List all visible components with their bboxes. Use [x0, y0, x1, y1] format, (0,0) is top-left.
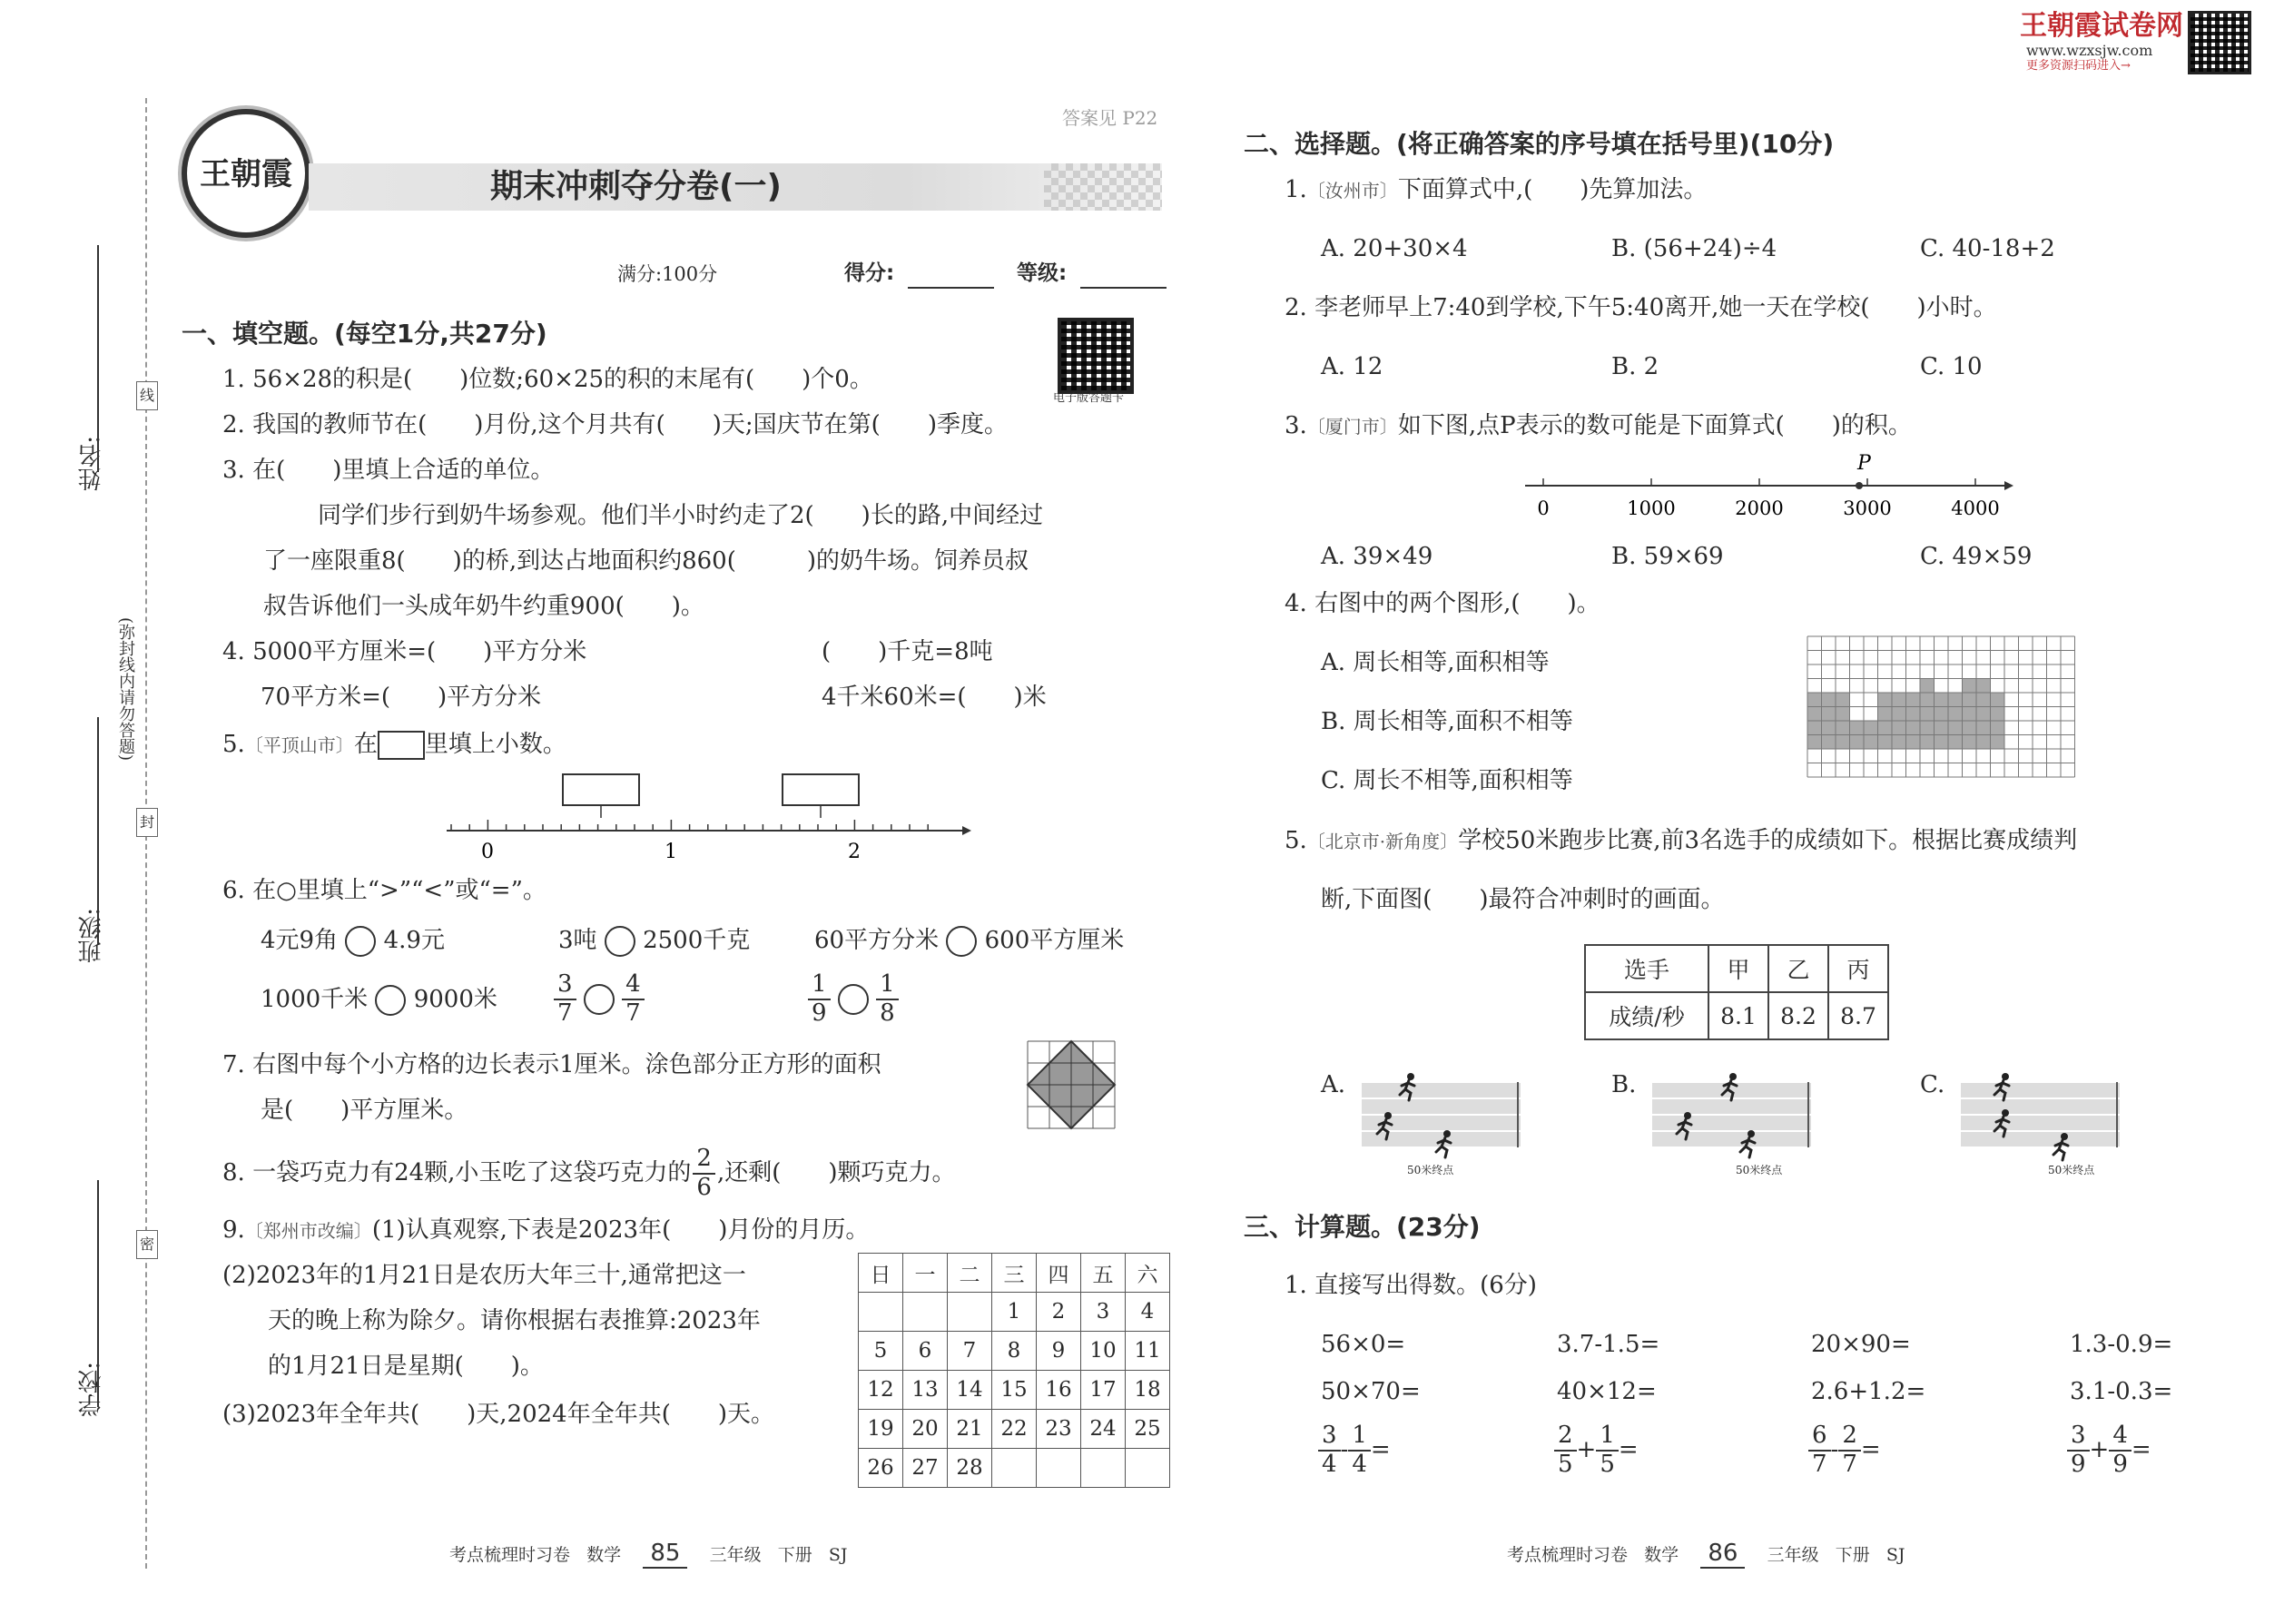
calendar-row: 26 27 28: [859, 1449, 1170, 1488]
s1-q3-line3: 叔告诉他们一头成年奶牛约重900( )。: [263, 593, 704, 620]
s1-q5-text-b: 里填上小数。: [424, 731, 566, 758]
s1-q2: 2. 我国的教师节在( )月份,这个月共有( )天;国庆节在第( )季度。: [222, 411, 1008, 438]
fraction: $\frac{1}{8}$: [876, 971, 899, 1028]
brand-name: 王朝霞试卷网: [2020, 10, 2183, 42]
shaded-cell: [1963, 707, 1977, 722]
shaded-cell: [1963, 679, 1977, 694]
s1-q6-item7: 1000千米: [261, 986, 369, 1013]
shaded-cell: [1836, 735, 1850, 750]
race-picture-a: [1362, 1071, 1525, 1176]
s2-q5-opt-a: A.: [1321, 1071, 1346, 1098]
compare-circle-icon: [345, 926, 376, 957]
class-line: [97, 717, 99, 944]
race-track: [1362, 1071, 1525, 1162]
s2-q5-line1: 5.〔北京市·新角度〕学校50米跑步比赛,前3名选手的成绩如下。根据比赛成绩判: [1285, 827, 2078, 854]
fraction: $\frac{6}{7}$: [1808, 1422, 1831, 1479]
s1-q8-text-b: ,还剩( )颗巧克力。: [716, 1158, 956, 1186]
fraction: $\frac{2}{6}$: [693, 1146, 715, 1202]
finish-label: 50米终点: [2048, 1164, 2095, 1176]
shaded-cell: [1935, 693, 1949, 707]
fraction: $\frac{3}{9}$: [2067, 1422, 2090, 1479]
footer-left: 考点梳理时习卷 数学 85 三年级 下册 SJ: [449, 1540, 848, 1567]
s1-q5-tick-0: 0: [481, 841, 494, 863]
shaded-cell: [1935, 707, 1949, 722]
s2-q1-opt-c: C. 40-18+2: [1920, 235, 2055, 262]
seal-mark-line: 线: [136, 381, 158, 410]
s2-q2-opt-c: C. 10: [1920, 353, 1983, 380]
s1-q6-row1c: [814, 926, 1124, 957]
shaded-cell: [1807, 721, 1822, 735]
s1-q4c: 70平方米=( )平方分米: [261, 684, 542, 711]
shaded-cell: [1878, 721, 1893, 735]
calc-2-4: 3.1-0.3=: [2070, 1378, 2173, 1405]
shaded-cell: [1920, 721, 1935, 735]
s1-q4d: 4千米60米=( )米: [822, 684, 1047, 711]
qr-caption: 电子版答题卡: [1053, 391, 1125, 405]
title-checker: [1044, 163, 1162, 211]
s1-q9-line5: (3)2023年全年共( )天,2024年全年共( )天。: [222, 1401, 775, 1428]
compare-circle-icon: [375, 985, 406, 1016]
qr-code: [1058, 318, 1134, 394]
score-label: 得分:: [844, 261, 895, 285]
s1-q6-item1: 4元9角: [261, 927, 339, 954]
s2-q3-tick-2000: 2000: [1735, 497, 1784, 519]
seal-mark-secret: 密: [136, 1230, 158, 1259]
s3-q1: 1. 直接写出得数。(6分): [1285, 1272, 1537, 1299]
s1-q4a: 4. 5000平方厘米=( )平方分米: [222, 638, 587, 665]
calendar-row: 12 13 14 15 16 17 18: [859, 1371, 1170, 1410]
shaded-cell: [1864, 721, 1878, 735]
shaded-cell: [1807, 693, 1822, 707]
s2-q5-line2: 断,下面图( )最符合冲刺时的画面。: [1321, 886, 1725, 913]
s2-q3-opt-c: C. 49×59: [1920, 543, 2033, 570]
fraction: $\frac{1}{9}$: [808, 971, 831, 1028]
calendar-row: 19 20 21 22 23 24 25: [859, 1410, 1170, 1449]
shaded-cell: [1976, 735, 1991, 750]
s2-q1: 1.〔汝州市〕下面算式中,( )先算加法。: [1285, 176, 1708, 203]
shaded-cell: [1963, 693, 1977, 707]
shaded-cell: [1892, 721, 1906, 735]
shaded-cell: [1976, 721, 1991, 735]
page-title: 期末冲刺夺分卷(一): [490, 168, 782, 205]
shaded-cell: [1878, 693, 1893, 707]
s1-q9-num: 9.: [222, 1216, 245, 1244]
shaded-cell: [1850, 721, 1865, 735]
calc-3-4: $\frac{3}{9}$ + $\frac{4}{9}$ =: [2067, 1422, 2151, 1479]
s1-q1: 1. 56×28的积是( )位数;60×25的积的末尾有( )个0。: [222, 366, 873, 393]
s1-q3-line2: 了一座限重8( )的桥,到达占地面积约860( )的奶牛场。饲养员叔: [263, 547, 1029, 575]
shaded-cell: [1920, 707, 1935, 722]
s2-q5-opt-b: B.: [1611, 1071, 1637, 1098]
school-line: [97, 1180, 99, 1407]
s2-q3-tick-3000: 3000: [1843, 497, 1892, 519]
s2-q1-opt-a: A. 20+30×4: [1321, 235, 1468, 262]
s2-q2: 2. 李老师早上7:40到学校,下午5:40离开,她一天在学校( )小时。: [1285, 294, 1997, 321]
s1-q8-text-a: 8. 一袋巧克力有24颗,小玉吃了这袋巧克力的: [222, 1158, 692, 1186]
s1-q6-item3: 3吨: [558, 927, 597, 954]
shaded-cell: [1963, 735, 1977, 750]
shaded-cell: [1822, 707, 1836, 722]
s2-q3: 3.〔厦门市〕如下图,点P表示的数可能是下面算式( )的积。: [1285, 412, 1912, 439]
fraction: $\frac{3}{4}$: [1318, 1422, 1341, 1479]
s1-q6-item6: 600平方厘米: [984, 927, 1125, 954]
shaded-cell: [1976, 693, 1991, 707]
seal-warning: (弥封线内请勿答题): [116, 617, 135, 762]
shaded-cell: [1948, 735, 1963, 750]
fraction: $\frac{3}{7}$: [554, 971, 576, 1028]
s2-q3-tick-0: 0: [1537, 497, 1550, 519]
race-track: [1652, 1071, 1816, 1162]
s1-q7-line2: 是( )平方厘米。: [261, 1097, 468, 1124]
s1-q9-line2: (2)2023年的1月21日是农历大年三十,通常把这一: [222, 1262, 746, 1289]
s2-q4-opt-a: A. 周长相等,面积相等: [1321, 649, 1550, 676]
calc-3-2: $\frac{2}{5}$ + $\frac{1}{5}$ =: [1554, 1422, 1639, 1479]
shaded-cell: [1920, 679, 1935, 694]
shaded-cell: [1892, 707, 1906, 722]
results-data-row: 成绩/秒 8.1 8.2 8.7: [1585, 992, 1888, 1039]
grade-label: 等级:: [1017, 261, 1068, 285]
s1-q4b: ( )千克=8吨: [822, 638, 993, 665]
shaded-cell: [1976, 679, 1991, 694]
s1-q5-answer-box-1: [563, 774, 639, 805]
s1-q9-text: (1)认真观察,下表是2023年( )月份的月历。: [371, 1216, 870, 1244]
s1-q3-line1: 同学们步行到奶牛场参观。他们半小时约走了2( )长的路,中间经过: [318, 502, 1044, 529]
shaded-cell: [1807, 735, 1822, 750]
s1-q6-item8: 9000米: [413, 986, 497, 1013]
shaded-cell: [1991, 721, 2005, 735]
shaded-cell: [1822, 721, 1836, 735]
s2-q4: 4. 右图中的两个图形,( )。: [1285, 590, 1600, 617]
s1-q6-item4: 2500千克: [643, 927, 751, 954]
footer-right: 考点梳理时习卷 数学 86 三年级 下册 SJ: [1507, 1540, 1905, 1567]
compare-circle-icon: [946, 926, 977, 957]
calc-3-1: $\frac{3}{4}$ - $\frac{1}{4}$ =: [1318, 1422, 1391, 1479]
shaded-cell: [1935, 721, 1949, 735]
s1-q6-row1: [261, 926, 445, 957]
brand-tagline: 更多资源扫码进入→: [2026, 59, 2131, 73]
calc-1-4: 1.3-0.9=: [2070, 1331, 2173, 1358]
s1-q5-text-a: 在: [353, 731, 378, 758]
logo-text: 王朝霞: [200, 156, 292, 192]
calendar-table: [858, 1253, 1170, 1488]
calc-1-3: 20×90=: [1811, 1331, 1911, 1358]
fraction: $\frac{1}{4}$: [1348, 1422, 1371, 1479]
s2-q3-opt-a: A. 39×49: [1321, 543, 1433, 570]
s2-q3-tag: 〔厦门市〕: [1306, 416, 1398, 438]
shaded-cell: [1822, 735, 1836, 750]
shaded-cell: [1991, 693, 2005, 707]
page-number: 86: [1700, 1540, 1745, 1569]
s1-q5: [222, 731, 566, 760]
fraction: $\frac{4}{9}$: [2109, 1422, 2132, 1479]
s1-q5-tick-2: 2: [848, 841, 861, 863]
finish-label: 50米终点: [1736, 1164, 1783, 1176]
full-score: 满分:100分: [617, 263, 718, 285]
shaded-cell: [1836, 707, 1850, 722]
shaded-cell: [1948, 693, 1963, 707]
answer-box-icon: [378, 731, 425, 760]
s2-q3-opt-b: B. 59×69: [1611, 543, 1724, 570]
shaded-cell: [1850, 735, 1865, 750]
grade-blank: [1080, 287, 1167, 289]
shaded-cell: [1906, 735, 1921, 750]
s2-q4-grid-figure: [1807, 635, 2088, 781]
brand-qr-code: [2188, 11, 2251, 74]
s1-q7-line1: 7. 右图中每个小方格的边长表示1厘米。涂色部分正方形的面积: [222, 1051, 881, 1078]
compare-circle-icon: [605, 926, 635, 957]
s1-q3: 3. 在( )里填上合适的单位。: [222, 457, 555, 484]
shaded-cell: [1906, 693, 1921, 707]
race-picture-c: [1961, 1071, 2124, 1176]
s2-q1-tag: 〔汝州市〕: [1306, 180, 1398, 202]
shaded-cell: [1892, 735, 1906, 750]
calendar-header-row: 日 一 二 三 四 五 六: [859, 1254, 1170, 1293]
s2-q5-opt-c: C.: [1920, 1071, 1945, 1098]
fraction: $\frac{2}{5}$: [1554, 1422, 1577, 1479]
brand-url: www.wzxsjw.com: [2026, 42, 2153, 59]
shaded-cell: [1920, 693, 1935, 707]
s2-q4-opt-b: B. 周长相等,面积不相等: [1321, 708, 1573, 735]
results-header-row: 选手 甲 乙 丙: [1585, 945, 1888, 992]
s1-q6-item2: 4.9元: [383, 927, 445, 954]
s2-q1-opt-b: B. (56+24)÷4: [1611, 235, 1777, 262]
section3-heading: 三、计算题。(23分): [1244, 1212, 1481, 1242]
seal-mark-seal: 封: [136, 808, 158, 837]
finish-label: 50米终点: [1407, 1164, 1454, 1176]
point-p: [1856, 482, 1863, 489]
shaded-cell: [1963, 721, 1977, 735]
name-label: 姓名:: [78, 436, 105, 491]
s1-q6-item5: 60平方分米: [814, 927, 940, 954]
shaded-cell: [1906, 721, 1921, 735]
s1-q5-number-line: [436, 767, 980, 867]
s2-q2-opt-a: A. 12: [1321, 353, 1383, 380]
s1-q7-grid-figure: [1026, 1039, 1117, 1130]
shaded-cell: [1807, 707, 1822, 722]
s1-q9-line3: 天的晚上称为除夕。请你根据右表推算:2023年: [268, 1307, 761, 1334]
s1-q6: 6. 在○里填上“>”“<”或“=”。: [222, 877, 546, 904]
shaded-cell: [1991, 707, 2005, 722]
s1-q6-frac-compare-2: [808, 971, 899, 1028]
page-number: 85: [643, 1540, 687, 1569]
s2-q3-number-line: [1516, 449, 2024, 522]
fraction: $\frac{2}{7}$: [1838, 1422, 1861, 1479]
shaded-cell: [1864, 735, 1878, 750]
section1-heading: 一、填空题。(每空1分,共27分): [182, 319, 547, 349]
s1-q5-tick-1: 1: [665, 841, 677, 863]
score-blank: [908, 287, 994, 289]
results-table: [1584, 944, 1889, 1040]
calendar-row: 5 6 7 8 9 10 11: [859, 1332, 1170, 1371]
class-label: 班级:: [78, 908, 105, 963]
s1-q9-tag: 〔郑州市改编〕: [244, 1220, 372, 1242]
calendar-row: 1 2 3 4: [859, 1293, 1170, 1332]
s2-q2-opt-b: B. 2: [1611, 353, 1659, 380]
calc-1-1: 56×0=: [1321, 1331, 1406, 1358]
school-label: 学校:: [78, 1362, 105, 1417]
fraction: $\frac{1}{5}$: [1596, 1422, 1619, 1479]
name-line: [97, 245, 99, 472]
calc-2-2: 40×12=: [1557, 1378, 1657, 1405]
s1-q9-line4: 的1月21日是星期( )。: [268, 1353, 544, 1380]
shaded-cell: [1822, 693, 1836, 707]
s1-q5-answer-box-2: [783, 774, 859, 805]
shaded-cell: [1948, 721, 1963, 735]
s2-q4-opt-c: C. 周长不相等,面积相等: [1321, 767, 1573, 794]
section2-heading: 二、选择题。(将正确答案的序号填在括号里)(10分): [1244, 129, 1835, 159]
race-track: [1961, 1071, 2124, 1162]
shaded-cell: [1878, 735, 1893, 750]
s1-q6-frac-compare-1: [554, 971, 645, 1028]
shaded-cell: [1948, 707, 1963, 722]
calc-3-3: $\frac{6}{7}$ - $\frac{2}{7}$ =: [1808, 1422, 1881, 1479]
shaded-cell: [1878, 707, 1893, 722]
shaded-cell: [1836, 721, 1850, 735]
shaded-cell: [1920, 735, 1935, 750]
s2-q5-tag: 〔北京市·新角度〕: [1306, 831, 1459, 852]
logo-badge: [182, 109, 310, 238]
s2-q3-tick-1000: 1000: [1627, 497, 1676, 519]
shaded-cell: [1976, 707, 1991, 722]
compare-circle-icon: [838, 984, 869, 1015]
calc-2-1: 50×70=: [1321, 1378, 1421, 1405]
calc-2-3: 2.6+1.2=: [1811, 1378, 1926, 1405]
calc-1-2: 3.7-1.5=: [1557, 1331, 1660, 1358]
s1-q6-row1b: [558, 926, 750, 957]
shaded-cell: [1906, 707, 1921, 722]
s1-q5-tag: 〔平顶山市〕: [244, 734, 354, 756]
compare-circle-icon: [584, 984, 615, 1015]
s1-q6-row2: [261, 985, 497, 1016]
s1-q9-line1: [222, 1218, 869, 1242]
shaded-cell: [1935, 735, 1949, 750]
point-p-label: P: [1857, 452, 1871, 475]
answer-reference: 答案见 P22: [1062, 107, 1158, 129]
race-picture-b: [1652, 1071, 1816, 1176]
shaded-cell: [1836, 693, 1850, 707]
shaded-cell: [1892, 693, 1906, 707]
s1-q8: [222, 1146, 956, 1202]
fraction: $\frac{4}{7}$: [622, 971, 645, 1028]
shaded-cell: [1991, 735, 2005, 750]
s1-q5-num: 5.: [222, 731, 245, 758]
s2-q3-tick-4000: 4000: [1951, 497, 2000, 519]
